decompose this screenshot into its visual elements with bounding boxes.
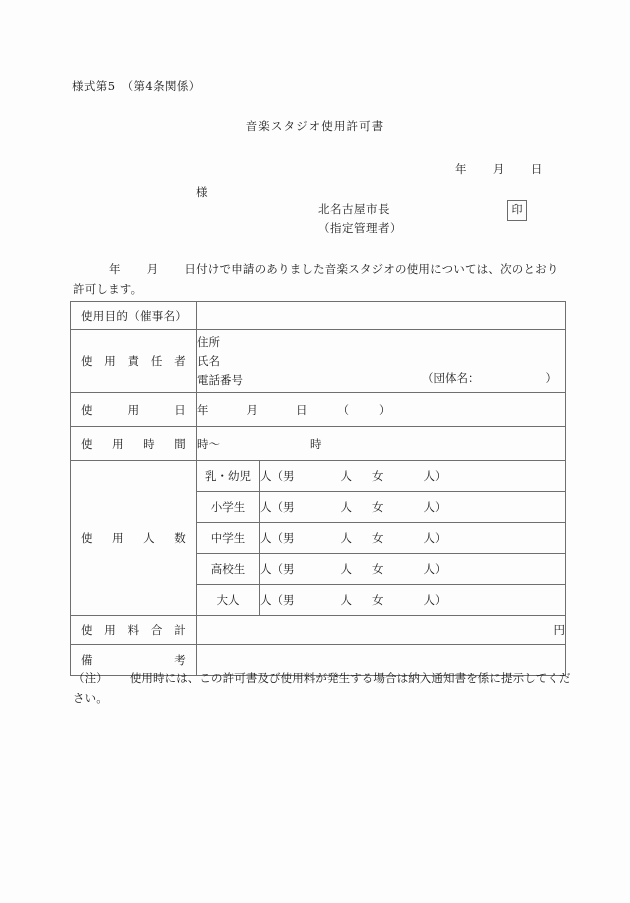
people-male-unit-high: 人 — [340, 562, 352, 576]
responsible-value[interactable] — [197, 330, 566, 393]
people-label: 使用人数 — [71, 461, 197, 616]
people-female-label-infant: 女 — [372, 469, 384, 483]
form-number: 様式第5 （第4条関係） — [72, 79, 201, 93]
people-male-unit-junior: 人 — [340, 531, 352, 545]
people-male-unit-infant: 人 — [340, 469, 352, 483]
use-date-day: 日 — [296, 402, 308, 417]
people-category-infant: 乳・幼児 — [197, 461, 260, 492]
people-unit-junior: 人（男 — [260, 531, 295, 545]
people-female-unit-elementary: 人） — [423, 500, 447, 514]
permit-table — [70, 301, 566, 676]
responsible-phone-label: 電話番号 — [197, 372, 243, 387]
use-time-from: 時～ — [197, 436, 220, 451]
purpose-label: 使用目的（催事名） — [71, 302, 197, 330]
footnote-text: 使用時には、この許可書及び使用料が発生する場合は納入通知書を係に提示してください。 — [73, 671, 571, 705]
issue-date-month: 月 — [492, 162, 505, 176]
use-date-paren-open: （ — [337, 402, 349, 417]
people-male-unit-adult: 人 — [340, 593, 352, 607]
use-time-value[interactable] — [197, 427, 566, 461]
footnote-marker: （注） — [73, 671, 108, 685]
people-category-adult: 大人 — [197, 585, 260, 616]
intro-paragraph — [73, 259, 568, 299]
people-value-infant[interactable] — [260, 461, 566, 492]
people-female-label-adult: 女 — [372, 593, 384, 607]
people-unit-infant: 人（男 — [260, 469, 295, 483]
people-female-label-junior: 女 — [372, 531, 384, 545]
intro-rest: 日付けで申請のありました音楽スタジオの使用については、次のとおり許可します。 — [73, 262, 559, 296]
use-date-year: 年 — [197, 402, 209, 417]
people-value-elementary[interactable] — [260, 492, 566, 523]
responsible-address-label: 住所 — [197, 334, 220, 349]
responsible-name-label: 氏名 — [197, 353, 220, 368]
people-category-high: 高校生 — [197, 554, 260, 585]
table-row-use-time — [71, 427, 566, 461]
table-row-responsible — [71, 330, 566, 393]
purpose-value[interactable] — [197, 302, 566, 330]
use-date-paren-close: ） — [379, 402, 391, 417]
group-name-label: （団体名： — [422, 371, 480, 385]
issue-date-day: 日 — [530, 162, 543, 176]
table-row-purpose — [71, 302, 566, 330]
people-female-unit-adult: 人） — [423, 593, 447, 607]
issuer-name: 北名古屋市長 — [318, 202, 390, 216]
issue-date-line — [455, 161, 543, 177]
issue-date-year: 年 — [455, 162, 467, 176]
use-date-label: 使用日 — [71, 393, 197, 427]
page-title: 音楽スタジオ使用許可書 — [245, 119, 385, 133]
people-male-unit-elementary: 人 — [340, 500, 352, 514]
table-row-people-infant — [71, 461, 566, 492]
use-time-to: 時 — [310, 436, 322, 451]
people-value-junior[interactable] — [260, 523, 566, 554]
people-unit-adult: 人（男 — [260, 593, 295, 607]
people-female-unit-infant: 人） — [423, 469, 447, 483]
people-unit-elementary: 人（男 — [260, 500, 295, 514]
people-female-unit-high: 人） — [423, 562, 447, 576]
intro-year: 年 — [109, 262, 121, 276]
people-value-adult[interactable] — [260, 585, 566, 616]
use-date-month: 月 — [246, 402, 258, 417]
footnote — [73, 668, 573, 708]
people-unit-high: 人（男 — [260, 562, 295, 576]
fee-total-value[interactable] — [197, 616, 566, 645]
remarks-label: 備考 — [71, 645, 197, 676]
people-female-label-elementary: 女 — [372, 500, 384, 514]
fee-currency: 円 — [553, 623, 565, 637]
table-row-use-date — [71, 393, 566, 427]
people-value-high[interactable] — [260, 554, 566, 585]
seal-icon: 印 — [507, 200, 527, 221]
addressee-suffix: 様 — [196, 185, 208, 199]
issuer-subtitle: （指定管理者） — [318, 221, 402, 235]
use-date-value[interactable] — [197, 393, 566, 427]
group-name-close: ） — [545, 371, 557, 385]
intro-month: 月 — [146, 262, 159, 276]
people-female-label-high: 女 — [372, 562, 384, 576]
responsible-label: 使用責任者 — [71, 330, 197, 393]
people-female-unit-junior: 人） — [423, 531, 447, 545]
people-category-elementary: 小学生 — [197, 492, 260, 523]
fee-total-label: 使用料合計 — [71, 616, 197, 645]
use-time-label: 使用時間 — [71, 427, 197, 461]
table-row-fee-total — [71, 616, 566, 645]
people-category-junior: 中学生 — [197, 523, 260, 554]
